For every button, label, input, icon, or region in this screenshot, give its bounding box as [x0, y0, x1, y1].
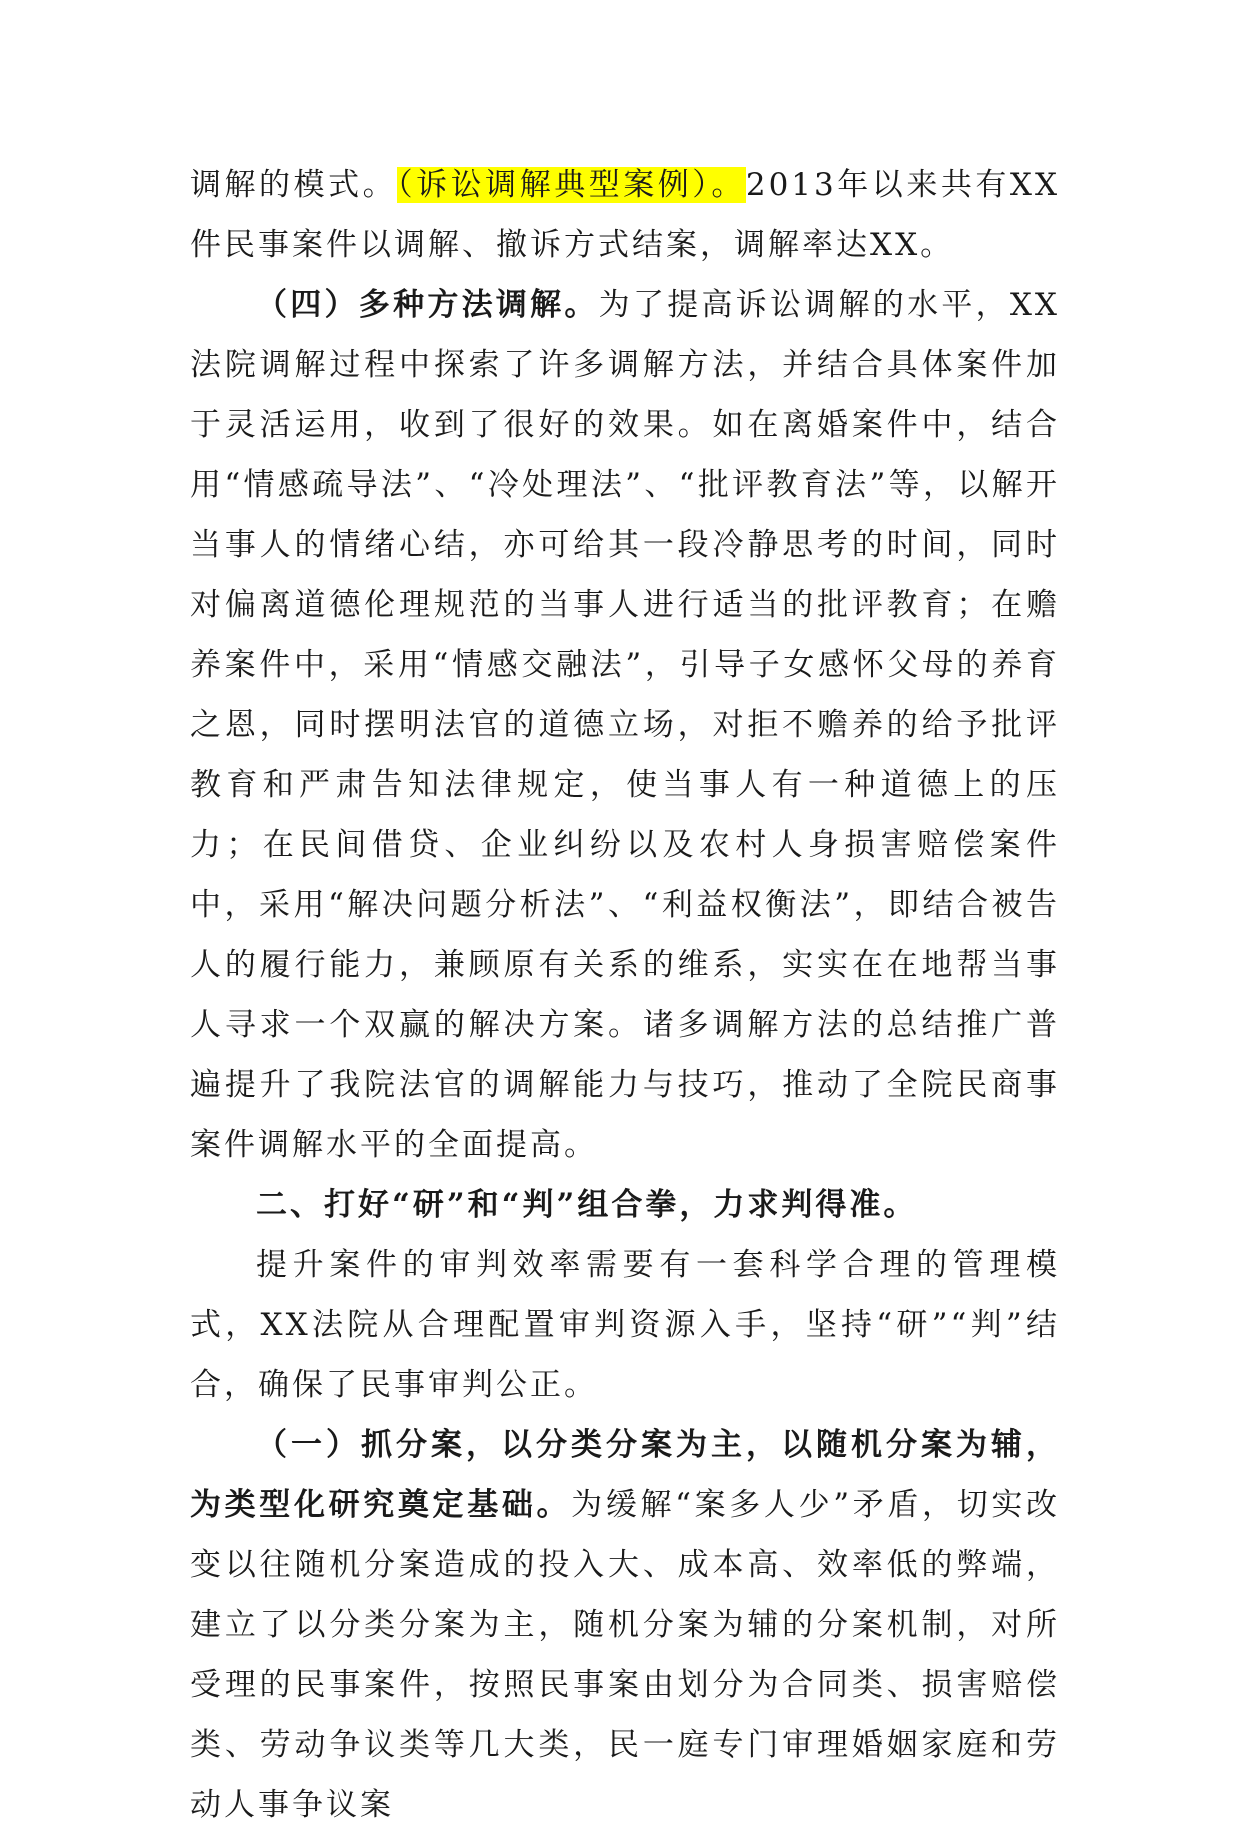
paragraph-2-heading: （四）多种方法调解。 — [256, 287, 599, 323]
paragraph-1-body: 2013年以来共有XX件民事案件以调解、撤诉方式结案，调解率达XX。 — [190, 167, 1061, 263]
paragraph-4: 提升案件的审判效率需要有一套科学合理的管理模式，XX法院从合理配置审判资源入手，坚持“研”“判”结合，确保了民事审判公正。 — [190, 1247, 1060, 1403]
paragraph-1 — [190, 155, 1060, 275]
paragraph-2-body: 为了提高诉讼调解的水平，XX法院调解过程中探索了许多调解方法，并结合具体案件加于灵活运用，收到了很好的效果。如在离婚案件中，结合用“情感疏导法”、“冷处理法”、“批评教育法”等，以解开当事人的情绪心结，亦可给其一段冷静思考的时间，同时对偏离道德伦理规范的当事人进行适当的批评教育；在赡养案件中，采用“情感交融法”，引导子女感怀父母的养育之恩，同时摆明法官的道德立场，对拒不赡养的给予批评教育和严肃告知法律规定，使当事人有一种道德上的压力；在民间借贷、企业纠纷以及农村人身损害赔偿案件中，采用“解决问题分析法”、“利益权衡法”，即结合被告人的履行能力，兼顾原有关系的维系，实实在在地帮当事人寻求一个双赢的解决方案。诸多调解方法的总结推广普遍提升了我院法官的调解能力与技巧，推动了全院民商事案件调解水平的全面提高。 — [190, 287, 1061, 1163]
paragraph-5-heading: （一）抓分案，以分类分案为主，以随机分案为辅，为类型化研究奠定基础。 — [190, 1427, 1060, 1523]
section-heading: 二、打好“研”和“判”组合拳，力求判得准。 — [256, 1187, 918, 1223]
paragraph-5 — [190, 1415, 1060, 1835]
highlighted-case-reference: （诉讼调解典型案例）。 — [397, 167, 746, 203]
paragraph-5-body: 为缓解“案多人少”矛盾，切实改变以往随机分案造成的投入大、成本高、效率低的弊端，建立了以分类分案为主，随机分案为辅的分案机制，对所受理的民事案件，按照民事案由划分为合同类、损害赔偿类、劳动争议类等几大类，民一庭专门审理婚姻家庭和劳动人事争议案 — [190, 1487, 1060, 1823]
document-page — [190, 155, 1060, 1835]
paragraph-2 — [190, 275, 1060, 1175]
paragraph-1-lead: 调解的模式。 — [190, 167, 398, 203]
